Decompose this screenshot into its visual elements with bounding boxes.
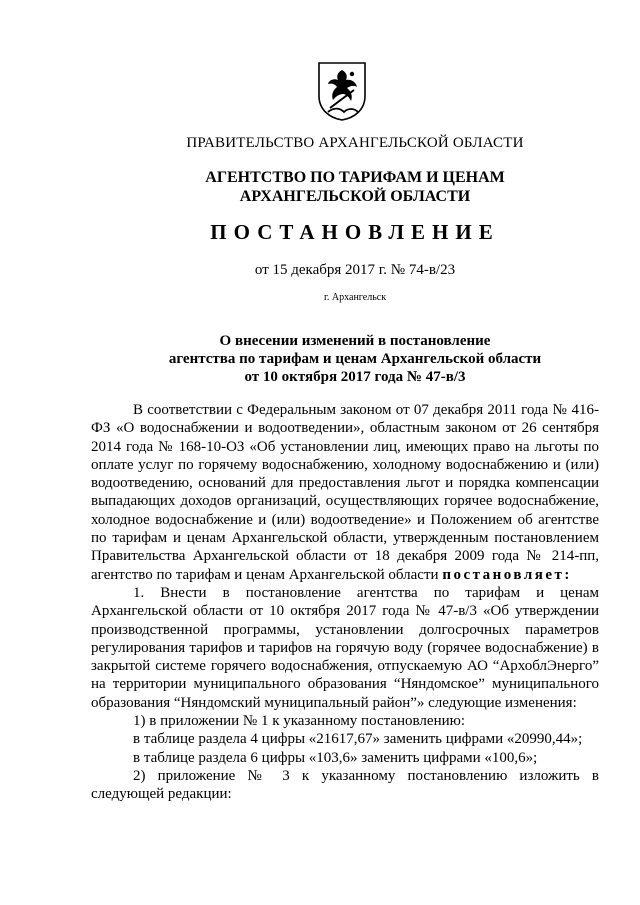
coat-of-arms-icon	[316, 60, 368, 122]
date-and-number: от 15 декабря 2017 г. № 74-в/23	[254, 262, 456, 278]
item-1-paragraph: 1. Внести в постановление агентства по тарифам и ценам Архангельской области от 10 октября 2017 года № 47-в/3 «Об утверждении производственной программы, установлении долгосрочных параметров регулирования тарифов и тарифов на горячую воду (горячее водоснабжение) в закрытой системе горячего водоснабжения, отпускаемую АО “АрхоблЭнерго” на территории муниципального образования “Няндомское” муниципального образования “Няндомский муниципальный район”» следующие изменения:	[91, 584, 599, 711]
subject-line2: агентства по тарифам и ценам Архангельской области	[168, 351, 542, 367]
resolves-text: постановляет:	[442, 566, 572, 583]
agency-name-line1: АГЕНТСТВО ПО ТАРИФАМ И ЦЕНАМ	[205, 169, 505, 186]
subitem-1-paragraph: 1) в приложении № 1 к указанному постановлению:	[133, 713, 465, 730]
government-name: ПРАВИТЕЛЬСТВО АРХАНГЕЛЬСКОЙ ОБЛАСТИ	[186, 135, 524, 151]
intro-paragraph	[91, 401, 599, 584]
subitem-2-paragraph: 2) приложение № 3 к указанному постановлению изложить в следующей редакции:	[91, 767, 599, 803]
intro-text: В соответствии с Федеральным законом от 07 декабря 2011 года № 416-ФЗ «О водоснабжении и водоотведении», областным законом от 26 сентября 2014 года № 168-10-ОЗ «Об установлении лиц, имеющих право на льготы по оплате услуг по горячему водоснабжению, холодному водоснабжению и (или) водоотведению, оснований для предоставления льгот и порядка компенсации выпадающих доходов организаций, осуществляющих горячее водоснабжение, холодное водоснабжение и (или) водоотведение» и Положением об агентстве по тарифам и ценам Архангельской области, утвержденным постановлением Правительства Архангельской области от 18 декабря 2009 года № 214-пп, агентство по тарифам и ценам Архангельской области	[91, 402, 599, 583]
agency-name-line2: АРХАНГЕЛЬСКОЙ ОБЛАСТИ	[239, 188, 471, 205]
subject-line1: О внесении изменений в постановление	[219, 333, 491, 349]
subitem-1b-paragraph: в таблице раздела 6 цифры «103,6» заменить цифрами «100,6»;	[133, 749, 538, 766]
document-type-title: ПОСТАНОВЛЕНИЕ	[210, 220, 500, 244]
city-name: г. Архангельск	[323, 292, 387, 303]
subitem-1a-paragraph: в таблице раздела 4 цифры «21617,67» заменить цифрами «20990,44»;	[133, 731, 583, 748]
document-subject	[90, 332, 620, 386]
agency-name	[90, 168, 620, 206]
subject-line3: от 10 октября 2017 года № 47-в/3	[244, 369, 466, 385]
document-body	[91, 401, 599, 804]
